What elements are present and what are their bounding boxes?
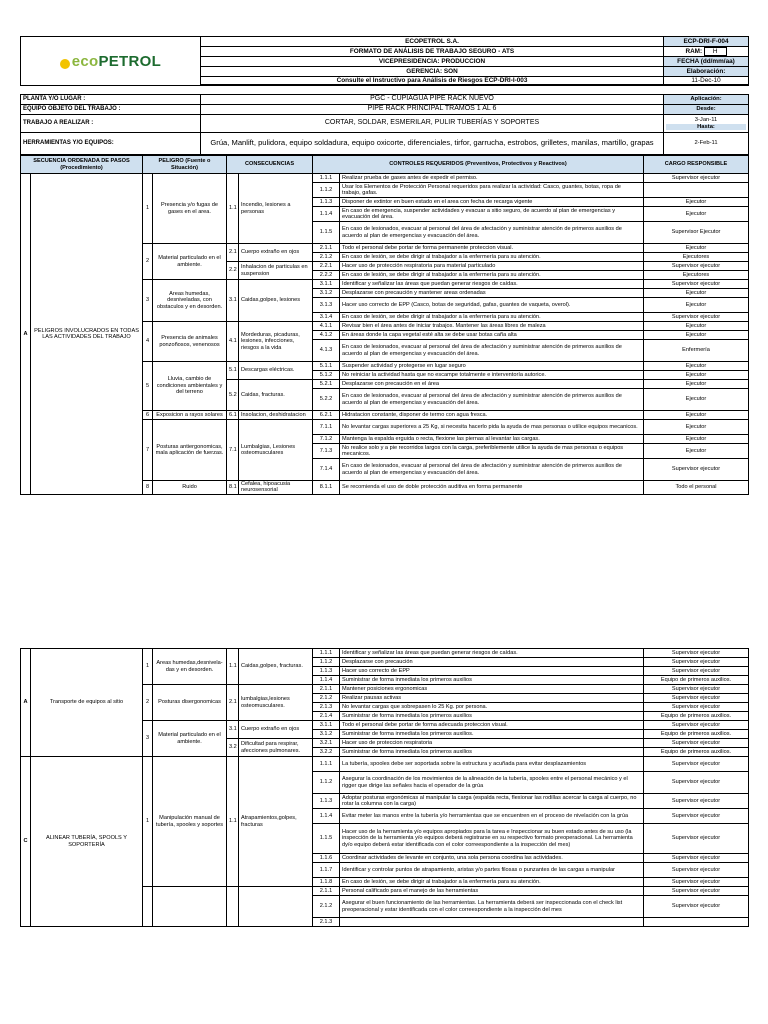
consequence-text: Cuerpo extraño en ojos: [239, 244, 313, 262]
hazard-number: 1: [143, 649, 153, 685]
control-code: 5.1.1: [313, 362, 340, 371]
control-code: 1.1.8: [313, 878, 340, 887]
control-code: 3.1.1: [313, 721, 340, 730]
control-code: 1.1.4: [313, 676, 340, 685]
control-code: 2.1.2: [313, 896, 340, 918]
control-text: Hidratacion constante, disponer de termo con agua fresca.: [340, 411, 644, 420]
control-text: Disponer de extintor en buen estado en el area con fecha de recarga vigente: [340, 198, 644, 207]
control-text: En caso de lesión, se debe dirigir al trabajador a la enfermería para su atención.: [340, 253, 644, 262]
hazard-number: 8: [143, 481, 153, 495]
hazard-number: 3: [143, 721, 153, 757]
control-code: 7.1.3: [313, 444, 340, 459]
col-cargo: CARGO RESPONSIBLE: [644, 156, 749, 174]
step-letter: A: [21, 174, 31, 495]
responsible: Supervisor ejecutor: [644, 658, 749, 667]
col-controles: CONTROLES REQUERIDOS (Preventivos, Protectivos y Reactivos): [313, 156, 644, 174]
consequence-number: 1.1: [227, 757, 239, 887]
control-code: 1.1.7: [313, 863, 340, 878]
responsible: Supervisor ejecutor: [644, 262, 749, 271]
control-code: 2.1.3: [313, 703, 340, 712]
control-code: 2.1.1: [313, 887, 340, 896]
form-page-2: [0, 646, 768, 1024]
control-text: No realice solo y a pie recorridos largos con la carga, preferiblemente utilice la ayuda de mas personas o equipos mecanicos.: [340, 444, 644, 459]
hazard-source: Posturas disergonomicas: [153, 685, 227, 721]
hazard-source: Exposicion a rayos solares: [153, 411, 227, 420]
step-description: ALINEAR TUBERÍA, SPOOLS Y SOPORTERÍA: [31, 757, 143, 927]
control-code: 3.1.1: [313, 280, 340, 289]
consequence-number: 3.1: [227, 280, 239, 322]
responsible: Ejecutor: [644, 289, 749, 298]
control-text: [340, 918, 644, 927]
control-code: 2.1.4: [313, 712, 340, 721]
hazard-number: [143, 887, 153, 927]
responsible: [644, 918, 749, 927]
vicepresidencia: VICEPRESIDENCIA: PRODUCCION: [201, 57, 664, 67]
consequence-number: 2.2: [227, 262, 239, 280]
responsible: Ejecutor: [644, 380, 749, 389]
elaboracion-value: 11-Dec-10: [664, 77, 749, 85]
control-text: En caso de lesión, se debe dirigir al trabajador a la enfermería para su atención.: [340, 271, 644, 280]
control-text: La tubería, spooles debe ser soportada sobre la estructura y acuñada para evitar desplazamientos: [340, 757, 644, 772]
control-text: Suministrar de forma inmediata los primeros auxilios: [340, 676, 644, 685]
control-code: 7.1.1: [313, 420, 340, 435]
control-text: Todo el personal debe portar de forma adecuada proteccion visual.: [340, 721, 644, 730]
responsible: Ejecutor: [644, 362, 749, 371]
control-text: Todo el personal debe portar de forma permanente proteccion visual.: [340, 244, 644, 253]
responsible: Supervisor ejecutor: [644, 757, 749, 772]
col-peligro: PELIGRO (Fuente o Situación): [143, 156, 227, 174]
consequence-text: Caidas,golpes, lesiones: [239, 280, 313, 322]
control-text: Realizar prueba de gases antes de expedir el permiso.: [340, 174, 644, 183]
consequence-text: Caidas, fracturas.: [239, 380, 313, 411]
consequence-text: Dificultad para respirar, afecciones pulmonares.: [239, 739, 313, 757]
responsible: Supervisor ejecutor: [644, 721, 749, 730]
control-text: Mantener posiciones ergonomicas: [340, 685, 644, 694]
hazard-number: 6: [143, 411, 153, 420]
consequence-number: 3.2: [227, 739, 239, 757]
ecopetrol-logo: ecoPETROL: [21, 37, 201, 86]
hazard-source: Presencia de animales ponzoñosos, venenosos: [153, 322, 227, 362]
planta-value: PGC - CUPIAGUA PIPE RACK NUEVO: [201, 95, 664, 105]
control-text: Realizar pausas activas: [340, 694, 644, 703]
control-code: 1.1.5: [313, 824, 340, 854]
control-code: 2.1.3: [313, 918, 340, 927]
step-letter: C: [21, 757, 31, 927]
consequence-number: 4.1: [227, 322, 239, 362]
control-text: Desplazarse con precaución: [340, 658, 644, 667]
responsible: Supervisor ejecutor: [644, 280, 749, 289]
responsible: Supervisor ejecutor: [644, 685, 749, 694]
control-code: 4.1.3: [313, 340, 340, 362]
aplicacion-label: Aplicación:: [664, 95, 749, 105]
consult-instructions: Consulte el Instructivo para Análisis de Riesgos ECP-DRI-I-003: [201, 77, 664, 85]
control-code: 1.1.5: [313, 222, 340, 244]
control-text: Evitar meter las manos entre la tubería y/o herramientas que se encuentren en el proceso de nivelación con la grúa: [340, 809, 644, 824]
responsible: Supervisor ejecutor: [644, 854, 749, 863]
ram-cell: RAM: H: [664, 47, 749, 57]
control-text: Mantenga la espalda erguida o recta, flexione las piernas al levantar las cargas.: [340, 435, 644, 444]
control-code: 3.1.3: [313, 298, 340, 313]
responsible: Ejecutor: [644, 411, 749, 420]
control-text: Revisar bien el área antes de iniciar trabajos. Mantener las áreas libres de maleza: [340, 322, 644, 331]
responsible: Ejecutor: [644, 444, 749, 459]
step-description: PELIGROS INVOLUCRADOS EN TODAS LAS ACTIVIDADES DEL TRABAJO: [31, 174, 143, 495]
hazard-source: Manipulación manual de tubería, spooles y soportes: [153, 757, 227, 887]
control-code: 4.1.2: [313, 331, 340, 340]
responsible: Supervisor ejecutor: [644, 313, 749, 322]
control-code: 1.1.2: [313, 658, 340, 667]
control-code: 1.1.4: [313, 207, 340, 222]
control-code: 3.1.4: [313, 313, 340, 322]
hazard-source: Areas humedas, desniveladas, con obstaculos y en desorden.: [153, 280, 227, 322]
control-code: 5.2.1: [313, 380, 340, 389]
equipo-label: EQUIPO OBJETO DEL TRABAJO :: [21, 105, 201, 115]
control-text: Adoptar posturas ergonómicas al manipular la carga (espalda recta, flexionar las rodillas acercar la carga al cuerpo, no rotar la columna con la carga): [340, 794, 644, 809]
control-code: 2.1.1: [313, 244, 340, 253]
consequence-number: 6.1: [227, 411, 239, 420]
hazard-number: 1: [143, 174, 153, 244]
gerencia: GERENCIA: SON: [201, 67, 664, 77]
consequence-text: Caidas,golpes, fracturas.: [239, 649, 313, 685]
consequence-text: Mordeduras, picaduras, lesiones, infecciones, riesgos a la vida: [239, 322, 313, 362]
control-text: Identificar y señalizar las áreas que puedan generar riesgos de caídas.: [340, 280, 644, 289]
responsible: Ejecutor: [644, 198, 749, 207]
responsible: Supervisor ejecutor: [644, 863, 749, 878]
control-text: Usar los Elementos de Protección Personal requeridos para realizar la actividad: Casco, guantes, botas, ropa de trabajo, gafas.: [340, 183, 644, 198]
control-text: En caso de lesionados, evacuar al personal del área de afectación y suministrar atención de primeros auxilios de acuerdo al plan de emergencias y evacuación del área.: [340, 459, 644, 481]
control-text: Se recomienda el uso de doble protección auditiva en forma permanente: [340, 481, 644, 495]
responsible: Supervisor ejecutor: [644, 824, 749, 854]
trabajo-label: TRABAJO A REALIZAR :: [21, 115, 201, 133]
control-text: Suministrar de forma inmediata los primeros auxilios.: [340, 730, 644, 739]
consequence-text: Incendio, lesiones a personas: [239, 174, 313, 244]
herramientas-value: Grúa, Manlift, pulidora, equipo soldadura, equipo oxicorte, diferenciales, tirfor, garrucha, estrobos, grilletes, manilas, martillo, grapas: [201, 133, 664, 155]
control-code: 2.1.2: [313, 253, 340, 262]
responsible: Supervisor ejecutor: [644, 878, 749, 887]
trabajo-value: CORTAR, SOLDAR, ESMERILAR, PULIR TUBERÍAS Y SOPORTES: [201, 115, 664, 133]
consequence-number: 5.1: [227, 362, 239, 380]
responsible: Ejecutor: [644, 298, 749, 313]
responsible: Supervisor ejecutor: [644, 887, 749, 896]
responsible: Ejecutor: [644, 322, 749, 331]
responsible: Equipo de primeros auxilios.: [644, 676, 749, 685]
consequence-number: 2.1: [227, 244, 239, 262]
col-consec: CONSECUENCIAS: [227, 156, 313, 174]
control-text: No reiniciar la actividad hasta que no escampe totalmente e interventoría autorice.: [340, 371, 644, 380]
consequence-text: lumbalgias,lesiones osteomusculares.: [239, 685, 313, 721]
responsible: Ejecutor: [644, 244, 749, 253]
consequence-number: [227, 887, 239, 927]
hazard-source: Lluvia, cambio de condiciones ambientales y del terreno: [153, 362, 227, 411]
hazard-source: Material particulado en el ambiente.: [153, 721, 227, 757]
control-text: Hacer uso correcto de EPP (Casco, botas de seguridad, gafas, guantes de vaqueta, overol).: [340, 298, 644, 313]
control-text: En caso de emergencia, suspender actividades y evacuar a sitio seguro, de acuerdo al plan de emergencias y evacuación del área.: [340, 207, 644, 222]
control-code: 1.1.1: [313, 757, 340, 772]
consequence-text: Atrapamientos,golpes, fracturas: [239, 757, 313, 887]
control-text: Asegurar el buen funcionamiento de las herramientas. La herramienta deberá ser inspeccionada con el check list preoperacional y estar identificada con el color correespondiente a la inspección del mes: [340, 896, 644, 918]
step-letter: A: [21, 649, 31, 757]
header-table: [20, 36, 749, 86]
responsible: Ejecutor: [644, 420, 749, 435]
desde-label: Desde:: [664, 105, 749, 115]
responsible: Supervisor ejecutor: [644, 459, 749, 481]
control-text: En caso de lesión, se debe dirigir al trabajador a la enfermería para su atención.: [340, 878, 644, 887]
responsible: Ejecutor: [644, 207, 749, 222]
control-code: 2.2.1: [313, 262, 340, 271]
hazard-number: 2: [143, 244, 153, 280]
control-code: 3.2.2: [313, 748, 340, 757]
equipo-value: PIPE RACK PRINCIPAL TRAMOS 1 AL 6: [201, 105, 664, 115]
hazard-source: [153, 887, 227, 927]
risk-table-page-2: [20, 648, 749, 927]
control-text: No levantar cargas superiores a 25 Kg, si necesita hacerlo pida la ayuda de mas personas o utilice equipos mecanicos.: [340, 420, 644, 435]
consequence-text: Lumbalgias, Lesiones osteomusculares: [239, 420, 313, 481]
responsible: Ejecutor: [644, 389, 749, 411]
control-text: Hacer uso correcto de EPP: [340, 667, 644, 676]
form-title: FORMATO DE ANÁLISIS DE TRABAJO SEGURO - ATS: [201, 47, 664, 57]
control-text: Desplazarse con precaución y mantener areas ordenadas: [340, 289, 644, 298]
hazard-number: 3: [143, 280, 153, 322]
page-gap: [0, 560, 768, 646]
responsible: [644, 183, 749, 198]
control-text: En áreas donde la capa vegetal esté alta se debe usar botas caña alta: [340, 331, 644, 340]
control-code: 7.1.2: [313, 435, 340, 444]
responsible: Supervisor ejecutor: [644, 694, 749, 703]
desde-hasta: 3-Jan-11 Hasta:: [664, 115, 749, 133]
hazard-number: 7: [143, 420, 153, 481]
control-code: 3.1.2: [313, 289, 340, 298]
consequence-text: Cefalea, hipoacusia neurosensorial: [239, 481, 313, 495]
control-text: En caso de lesión, se debe dirigir al trabajador a la enfermería para su atención.: [340, 313, 644, 322]
responsible: Todo el personal: [644, 481, 749, 495]
hazard-source: Presencia y/o fugas de gases en el area.: [153, 174, 227, 244]
responsible: Supervisor ejecutor: [644, 896, 749, 918]
control-text: Personal calificado para el manejo de las herramientas: [340, 887, 644, 896]
responsible: Supervisor ejecutor: [644, 174, 749, 183]
hazard-source: Areas humedas,desnivela-das y en desorden.: [153, 649, 227, 685]
control-text: Coordinar actividades de levante en conjunto, una sola persona coordina las actividades.: [340, 854, 644, 863]
company-name: ECOPETROL S.A.: [201, 37, 664, 47]
consequence-number: 8.1: [227, 481, 239, 495]
responsible: Supervisor ejecutor: [644, 667, 749, 676]
control-code: 1.1.1: [313, 649, 340, 658]
responsible: Supervisor ejecutor: [644, 739, 749, 748]
control-text: Hacer uso de proteccion respiratoria: [340, 739, 644, 748]
hazard-source: Posturas antiergonomicas, mala aplicación de fuerzas.: [153, 420, 227, 481]
control-text: Suministrar de forma inmediata los primeros auxilios: [340, 748, 644, 757]
control-code: 3.1.2: [313, 730, 340, 739]
consequence-number: 3.1: [227, 721, 239, 739]
control-code: 5.1.2: [313, 371, 340, 380]
control-text: En caso de lesionados, evacuar al personal del área de afectación y suministrar atención de primeros auxilios de acuerdo al plan de emergencias y evacuación del área.: [340, 340, 644, 362]
control-code: 1.1.4: [313, 809, 340, 824]
responsible: Supervisor ejecutor: [644, 649, 749, 658]
consequence-number: 2.1: [227, 685, 239, 721]
control-text: No levantar cargas que sobrepasen lo 25 Kg. por persona.: [340, 703, 644, 712]
control-text: Suministrar de forma inmediata los primeros auxilios: [340, 712, 644, 721]
control-text: Identificar y controlar puntos de atrapamiento, aristas y/o partes filosas o punzantes de las cargas a manipular: [340, 863, 644, 878]
control-code: 1.1.2: [313, 183, 340, 198]
responsible: Ejecutor: [644, 435, 749, 444]
control-text: Identificar y señalizar las áreas que puedan generar riesgos de caídas.: [340, 649, 644, 658]
control-code: 1.1.6: [313, 854, 340, 863]
step-description: Transporte de equipos al sitio: [31, 649, 143, 757]
hasta-value: 2-Feb-11: [664, 133, 749, 155]
control-code: 2.1.1: [313, 685, 340, 694]
responsible: Supervisor ejecutor: [644, 703, 749, 712]
responsible: Supervisor Ejecutor: [644, 222, 749, 244]
control-text: Asegurar la coordinación de los movimientos de la alineación de la tubería, spooles entre el personal mecánico y el rigger que dirige las señales hacia el operador de la grúa: [340, 772, 644, 794]
col-seq: SECUENCIA ORDENADA DE PASOS (Procedimiento): [21, 156, 143, 174]
responsible: Ejecutor: [644, 371, 749, 380]
consequence-text: Descargas eléctricas.: [239, 362, 313, 380]
hazard-number: 5: [143, 362, 153, 411]
doc-code: ECP-DRI-F-004: [664, 37, 749, 47]
responsible: Equipo de primeros auxilios.: [644, 712, 749, 721]
control-code: 4.1.1: [313, 322, 340, 331]
table-row: [21, 649, 749, 658]
planta-label: PLANTA Y/O LUGAR :: [21, 95, 201, 105]
consequence-number: 5.2: [227, 380, 239, 411]
hazard-number: 4: [143, 322, 153, 362]
consequence-number: 1.1: [227, 174, 239, 244]
control-text: Suspender actividad y protegerse en lugar seguro: [340, 362, 644, 371]
control-code: 7.1.4: [313, 459, 340, 481]
control-code: 1.1.3: [313, 198, 340, 207]
elaboracion-label: Elaboración:: [664, 67, 749, 77]
control-code: 2.2.2: [313, 271, 340, 280]
control-text: En caso de lesionados, evacuar al personal del área de afectación y suministrar atención de primeros auxilios de acuerdo al plan de emergencias y evacuación del área.: [340, 389, 644, 411]
responsible: Equipo de primeros auxilios.: [644, 748, 749, 757]
control-code: 1.1.2: [313, 772, 340, 794]
logo-sun-icon: [60, 59, 70, 69]
control-code: 5.2.2: [313, 389, 340, 411]
responsible: Ejecutores: [644, 271, 749, 280]
control-code: 8.1.1: [313, 481, 340, 495]
consequence-number: 7.1: [227, 420, 239, 481]
fecha-label: FECHA (dd/mm/aa): [664, 57, 749, 67]
control-code: 1.1.1: [313, 174, 340, 183]
herramientas-label: HERRAMIENTAS Y/O EQUIPOS:: [21, 133, 201, 155]
control-text: Desplazarse con precaución en el área: [340, 380, 644, 389]
table-row: [21, 757, 749, 772]
hazard-number: 1: [143, 757, 153, 887]
hazard-source: Ruido: [153, 481, 227, 495]
consequence-number: 1.1: [227, 649, 239, 685]
responsible: Ejecutor: [644, 331, 749, 340]
risk-table-page-1: [20, 155, 749, 495]
control-code: 1.1.3: [313, 794, 340, 809]
control-text: En caso de lesionados, evacuar al personal del área de afectación y suministrar atención de primeros auxilios de acuerdo al plan de emergencias y evacuación del área.: [340, 222, 644, 244]
consequence-text: [239, 887, 313, 927]
responsible: Ejecutores: [644, 253, 749, 262]
responsible: Equipo de primeros auxilios.: [644, 730, 749, 739]
consequence-text: Cuerpo extraño en ojos: [239, 721, 313, 739]
hazard-number: 2: [143, 685, 153, 721]
control-code: 2.1.2: [313, 694, 340, 703]
control-code: 6.2.1: [313, 411, 340, 420]
control-text: Hacer uso de protección respiratoria para material particulado: [340, 262, 644, 271]
hazard-source: Material particulado en el ambiente.: [153, 244, 227, 280]
consequence-text: Insolacion, deshidratacion: [239, 411, 313, 420]
control-text: Hacer uso de la herramienta y/o equipos apropiados para la tarea e Inspeccionar su buen estado antes de su uso (la inspección de la herramienta y/o equipos deberá registrarse en su respectivo formato preoperacional. La herramienta dy/o equipo deberá estar identificada con el color correespondiente a la inspección del mes): [340, 824, 644, 854]
responsible: Supervisor ejecutor: [644, 772, 749, 794]
responsible: Supervisor ejecutor: [644, 809, 749, 824]
responsible: Supervisor ejecutor: [644, 794, 749, 809]
control-code: 1.1.3: [313, 667, 340, 676]
table-row: [21, 174, 749, 183]
responsible: Enfermería: [644, 340, 749, 362]
info-table: [20, 94, 749, 155]
consequence-text: Inhalacion de particulas en suspension: [239, 262, 313, 280]
control-code: 3.2.1: [313, 739, 340, 748]
